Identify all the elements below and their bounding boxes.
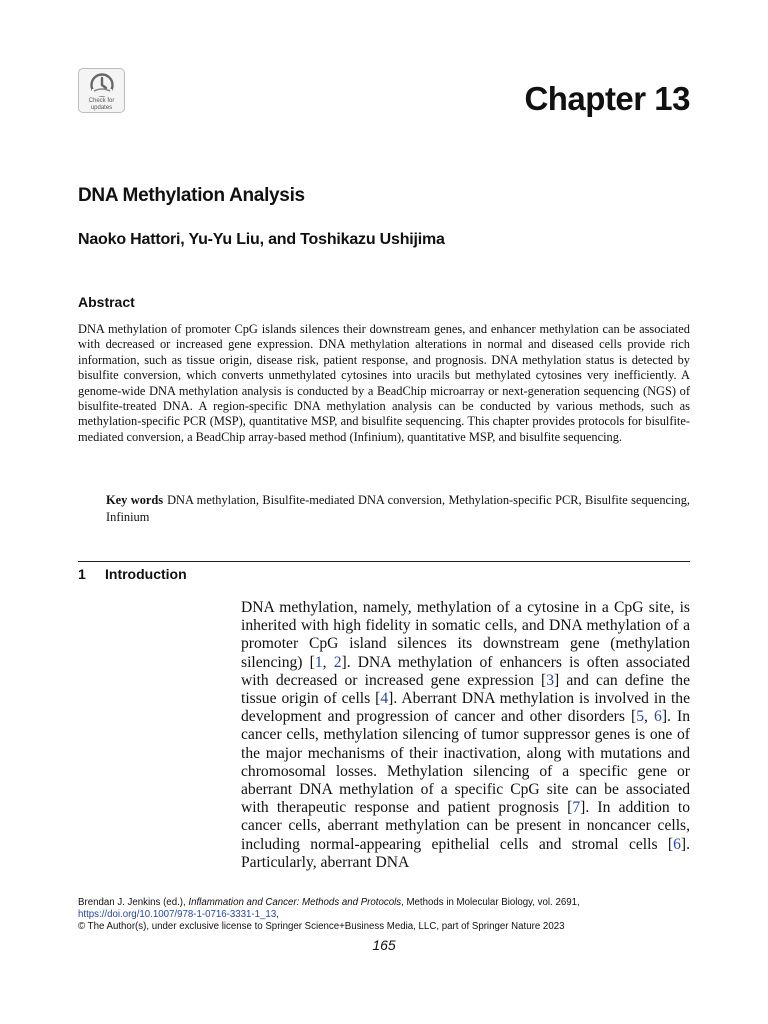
intro-text-run: ]. Particularly, aberrant DNA [241, 835, 690, 871]
footnote-series: , Methods in Molecular Biology, vol. 2691, [401, 897, 580, 908]
check-for-updates-icon [89, 73, 115, 97]
intro-text-run: , [322, 653, 334, 671]
section-heading [78, 566, 187, 582]
intro-text-run: DNA methylation, namely, methylation of a cytosine in a CpG site, is inherited with high fidelity in somatic cells, and DNA methylation of a promoter CpG island silences its downstream gene (methylation silencing) [ [241, 599, 690, 671]
citation-link[interactable]: 5 [636, 708, 645, 726]
chapter-label: Chapter 13 [524, 80, 690, 117]
intro-text-run: ]. In addition to cancer cells, aberrant methylation can be present in noncancer cells, including normal-appearing epithelial cells and stromal cells [ [241, 799, 691, 853]
keywords-block [106, 492, 690, 526]
keywords-text: DNA methylation, Bisulfite-mediated DNA conversion, Methylation-specific PCR, Bisulfite sequencing, Infinium [106, 493, 690, 524]
footnote-editor: Brendan J. Jenkins (ed.), [78, 897, 189, 908]
citation-link[interactable]: 3 [546, 671, 555, 689]
chapter-title: DNA Methylation Analysis [78, 185, 305, 206]
footnote-doi-line [78, 909, 690, 921]
section-number: 1 [78, 566, 86, 582]
badge-label-line2: updates [90, 105, 113, 111]
intro-text-run: ]. DNA methylation of enhancers is often associated with decreased or increased gene expression [ [241, 653, 690, 689]
page-number: 165 [372, 937, 396, 953]
check-for-updates-badge[interactable] [78, 68, 125, 113]
author-list: Naoko Hattori, Yu-Yu Liu, and Toshikazu Ushijima [78, 231, 445, 248]
section-divider [78, 561, 690, 562]
abstract-heading: Abstract [78, 294, 135, 310]
badge-label-line1: Check for [88, 98, 115, 104]
footnote-citation-line [78, 897, 690, 909]
intro-text-run: ]. Aberrant DNA methylation is involved in the development and progression of cancer and other disorders [ [241, 690, 691, 726]
intro-text-run: ] and can define the tissue origin of cells [ [241, 671, 690, 708]
citation-link[interactable]: 4 [380, 690, 389, 708]
citation-link[interactable]: 1 [314, 653, 323, 671]
footnote-book-title: Inflammation and Cancer: Methods and Protocols [188, 897, 402, 908]
publication-footnote [78, 897, 690, 933]
introduction-paragraph [241, 599, 690, 872]
citation-link[interactable]: 6 [673, 835, 681, 853]
citation-link[interactable]: 6 [654, 708, 662, 726]
doi-link[interactable]: https://doi.org/10.1007/978-1-0716-3331-1_13 [78, 909, 277, 920]
section-title: Introduction [105, 566, 187, 582]
intro-text-run: ]. In cancer cells, methylation silencing of tumor suppressor genes is one of the major mechanisms of their inactivation, along with mutations and chromosomal losses. Methylation silencing of a specific gene or aberrant DNA methylation of a specific CpG site can be associated with therapeutic response and patient prognosis [ [241, 708, 690, 817]
footnote-copyright: © The Author(s), under exclusive license to Springer Science+Business Media, LLC, part of Springer Nature 2023 [78, 921, 565, 932]
keywords-label: Key words [106, 493, 164, 507]
doi-punctuation: , [276, 909, 279, 920]
citation-link[interactable]: 2 [333, 653, 342, 671]
intro-text-run: , [644, 708, 655, 726]
citation-link[interactable]: 7 [572, 799, 581, 817]
abstract-text: DNA methylation of promoter CpG islands silences their downstream genes, and enhancer methylation can be associated with decreased or increased gene expression. DNA methylation alterations in normal and diseased cells provide rich information, such as tissue origin, disease risk, patient response, and prognosis. DNA methylation status is detected by bisulfite conversion, which converts unmethylated cytosines into uracils but methylated cytosines very inefficiently. A genome-wide DNA methylation analysis is conducted by a BeadChip microarray or next-generation sequencing (NGS) of bisulfite-treated DNA. A region-specific DNA methylation analysis can be conducted by various methods, such as methylation-specific PCR (MSP), quantitative MSP, and bisulfite sequencing. This chapter provides protocols for bisulfite-mediated conversion, a BeadChip array-based method (Infinium), quantitative MSP, and bisulfite sequencing. [78, 322, 690, 444]
